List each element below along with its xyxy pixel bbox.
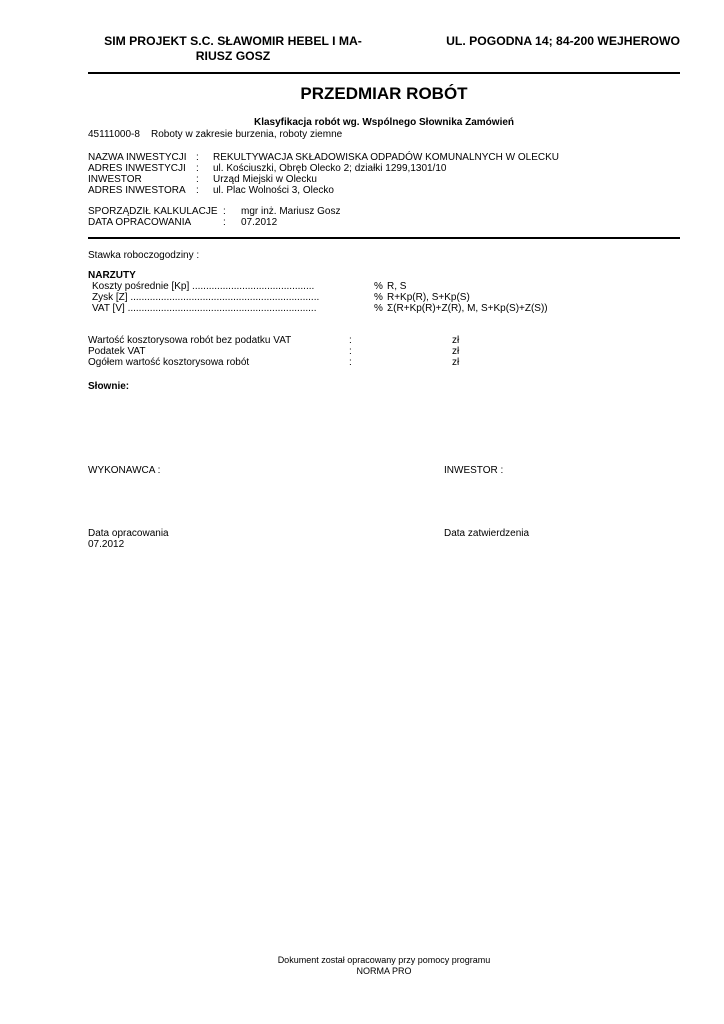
in-words-label: Słownie: [88, 381, 130, 392]
total-label: Podatek VAT [88, 346, 146, 357]
footer-line-1: Dokument został opracowany przy pomocy programu [277, 955, 491, 965]
footer-line-2: NORMA PRO [356, 965, 412, 976]
currency-unit: zł [452, 335, 460, 346]
percent-sign: % [374, 281, 383, 292]
prepared-by-value: mgr inż. Mariusz Gosz [241, 206, 341, 217]
separator: : [196, 174, 199, 185]
surcharge-label: Koszty pośrednie [Kp] ............................................ [92, 281, 315, 292]
investment-name-value: REKULTYWACJA SKŁADOWISKA ODPADÓW KOMUNALNYCH W OLECKU [213, 152, 559, 163]
date-prepared-value: 07.2012 [88, 539, 125, 550]
section-divider [88, 237, 680, 239]
currency-unit: zł [452, 357, 460, 368]
separator: : [196, 185, 199, 196]
separator: : [196, 163, 199, 174]
separator: : [349, 346, 352, 357]
date-prepared-label: Data opracowania [88, 528, 169, 539]
surcharge-label: VAT [V] .................................................................... [92, 303, 317, 314]
prepared-by-label: SPORZĄDZIŁ KALKULACJE [88, 206, 218, 217]
investor-value: Urząd Miejski w Olecku [213, 174, 317, 185]
separator: : [223, 217, 226, 228]
page-title: PRZEDMIAR ROBÓT [300, 84, 468, 103]
contractor-label: WYKONAWCA : [88, 465, 161, 476]
company-name: SIM PROJEKT S.C. SŁAWOMIR HEBEL I MA-RIUSZ GOSZ [104, 34, 362, 63]
percent-sign: % [374, 303, 383, 314]
total-label: Wartość kosztorysowa robót bez podatku VAT [88, 335, 292, 346]
surcharge-value: Σ(R+Kp(R)+Z(R), M, S+Kp(S)+Z(S)) [387, 303, 548, 314]
separator: : [223, 206, 226, 217]
separator: : [196, 152, 199, 163]
classification-description: Roboty w zakresie burzenia, roboty ziemne [151, 129, 343, 140]
date-approved-label: Data zatwierdzenia [444, 528, 530, 539]
investment-address-value: ul. Kościuszki, Obręb Olecko 2; działki 1299,1301/10 [213, 163, 447, 174]
company-address: UL. POGODNA 14; 84-200 WEJHEROWO [446, 34, 680, 48]
investor-address-value: ul. Plac Wolności 3, Olecko [213, 185, 334, 196]
separator: : [349, 335, 352, 346]
classification-heading: Klasyfikacja robót wg. Wspólnego Słownika Zamówień [253, 117, 515, 128]
footer [88, 955, 680, 976]
surcharges-heading: NARZUTY [88, 270, 136, 281]
total-label: Ogółem wartość kosztorysowa robót [88, 357, 250, 368]
currency-unit: zł [452, 346, 460, 357]
header-divider [88, 72, 680, 74]
surcharge-label: Zysk [Z] .................................................................... [92, 292, 320, 303]
prepared-date-value: 07.2012 [241, 217, 278, 228]
investment-name-label: NAZWA INWESTYCJI [88, 152, 187, 163]
prepared-date-label: DATA OPRACOWANIA [88, 217, 192, 228]
separator: : [349, 357, 352, 368]
rate-label: Stawka roboczogodziny : [88, 250, 200, 261]
classification-code: 45111000-8 [88, 129, 140, 140]
investor-signature-label: INWESTOR : [444, 465, 504, 476]
investor-address-label: ADRES INWESTORA [88, 185, 186, 196]
surcharge-value: R+Kp(R), S+Kp(S) [387, 292, 470, 303]
investor-label: INWESTOR [88, 174, 142, 185]
surcharge-value: R, S [387, 281, 407, 292]
percent-sign: % [374, 292, 383, 303]
investment-address-label: ADRES INWESTYCJI [88, 163, 186, 174]
